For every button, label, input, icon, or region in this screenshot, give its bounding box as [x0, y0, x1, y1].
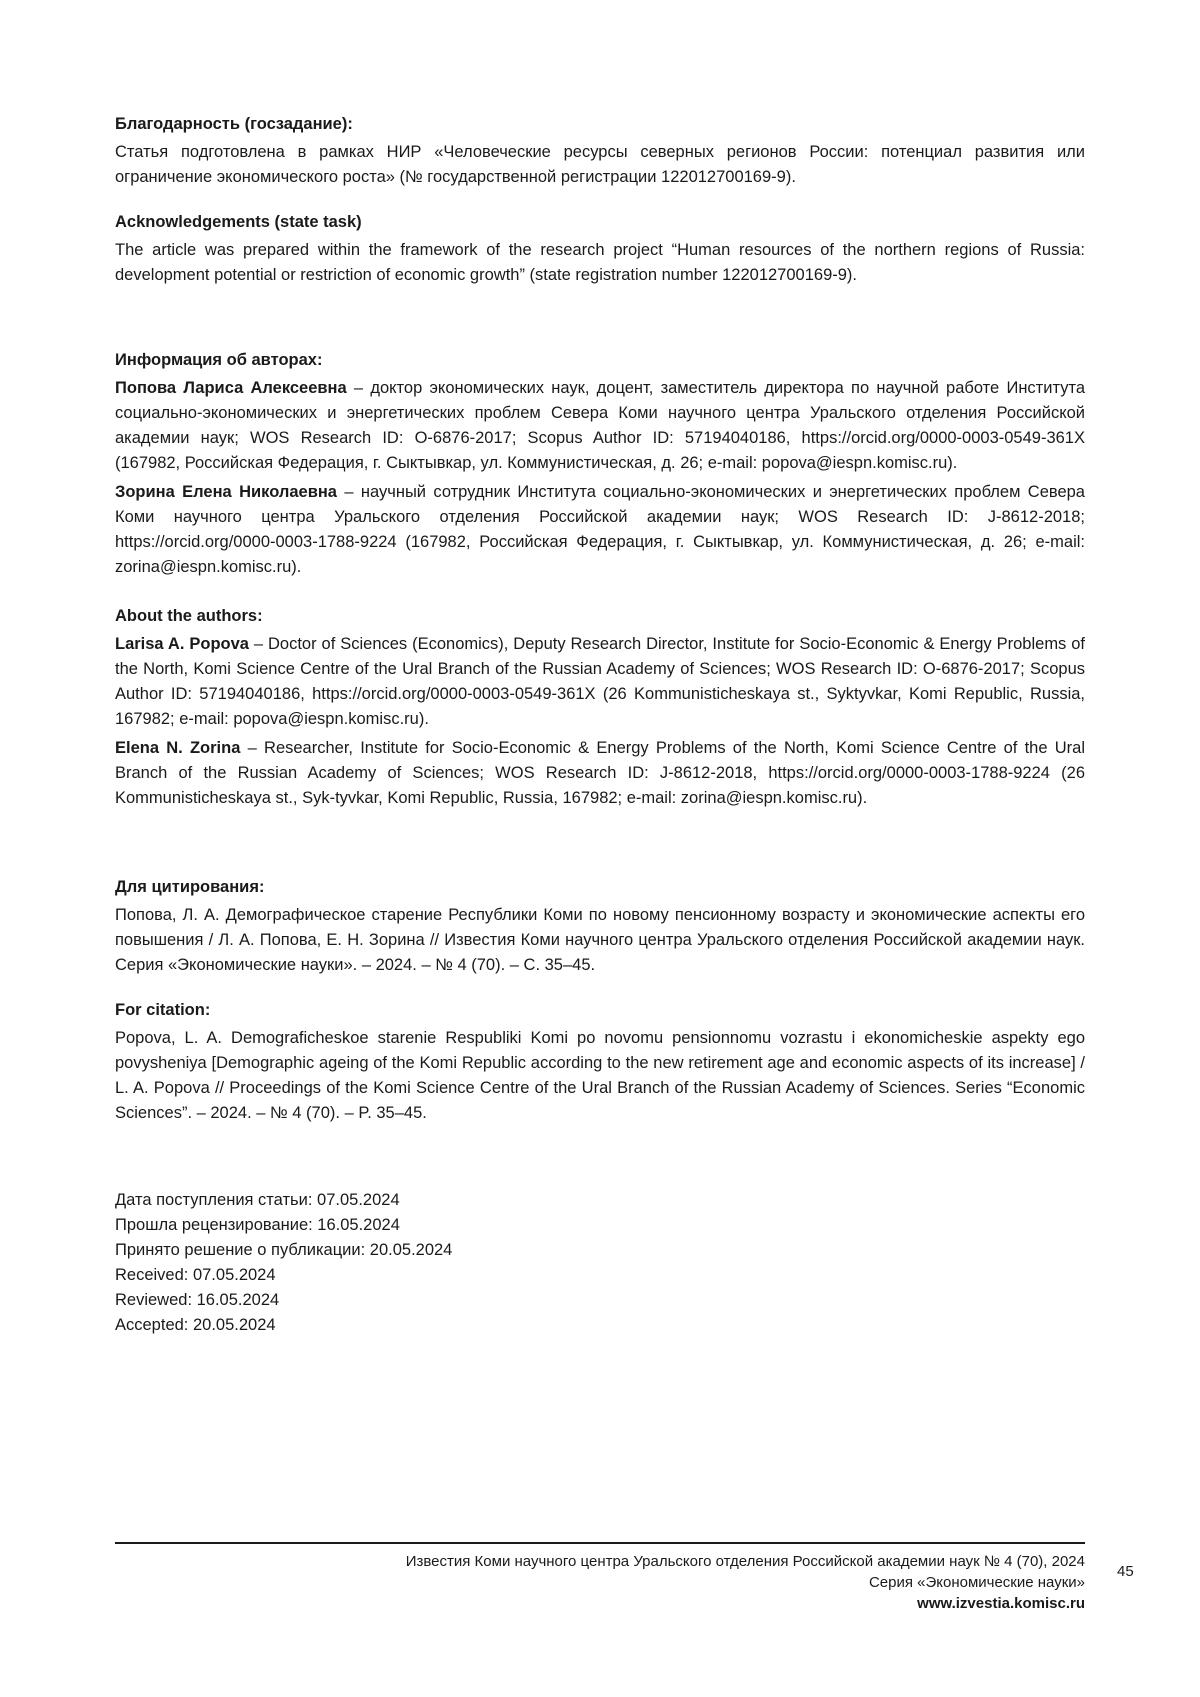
page-number: 45: [1117, 1563, 1134, 1580]
footer-website-link[interactable]: www.izvestia.komisc.ru: [917, 1595, 1085, 1612]
date-reviewed-ru: Прошла рецензирование: 16.05.2024: [115, 1216, 400, 1234]
acknowledgement-ru-heading: Благодарность (госзадание):: [115, 115, 353, 133]
date-accepted-en: Accepted: 20.05.2024: [115, 1316, 276, 1334]
date-received-en: Received: 07.05.2024: [115, 1266, 276, 1284]
author-name: Larisa A. Popova: [115, 635, 249, 653]
author-name: Попова Лариса Алексеевна: [115, 379, 347, 397]
article-dates: [115, 1188, 1085, 1338]
date-received-ru: Дата поступления статьи: 07.05.2024: [115, 1191, 400, 1209]
authors-ru-heading: Информация об авторах:: [115, 351, 323, 369]
citation-en-text: Popova, L. A. Demograficheskoe starenie Respubliki Komi po novomu pensionnomu vozrastu i ekonomicheskie aspekty ego povysheniya [Demographic ageing of the Komi Republic according to the new retirement age and economic aspects of its increase] / L. A. Popova // Proceedings of the Komi Science Centre of the Ural Branch of the Russian Academy of Sciences. Series “Economic Sciences”. – 2024. – № 4 (70). – P. 35–45.: [115, 1029, 1085, 1122]
date-accepted-ru: Принято решение о публикации: 20.05.2024: [115, 1241, 453, 1259]
citation-en: [115, 998, 1085, 1126]
acknowledgement-ru: [115, 112, 1085, 190]
date-reviewed-en: Reviewed: 16.05.2024: [115, 1291, 280, 1309]
acknowledgement-en-text: The article was prepared within the framework of the research project “Human resources of the northern regions of Russia: development potential or restriction of economic growth” (state registration number 122012700169-9).: [115, 241, 1085, 284]
author-name: Зорина Елена Николаевна: [115, 483, 337, 501]
citation-ru-heading: Для цитирования:: [115, 878, 265, 896]
citation-ru: [115, 875, 1085, 978]
author-entry: [115, 376, 1085, 476]
author-details: – доктор экономических наук, доцент, заместитель директора по научной работе Института социально-экономических и энергетических проблем Севера Коми научного центра Уральского отделения Российской академии наук; WOS Research ID: O-6876-2017; Scopus Author ID: 57194040186, https://orcid.org/0000-0003-0549-361X (167982, Российская Федерация, г. Сыктывкар, ул. Коммунистическая, д. 26; e-mail: popova@iespn.komisc.ru).: [115, 379, 1085, 472]
page-content: [115, 112, 1085, 1338]
author-details: – научный сотрудник Института социально-экономических и энергетических проблем Севера Коми научного центра Уральского отделения Российской академии наук; WOS Research ID: J-8612-2018; https://orcid.org/0000-0003-1788-9224 (167982, Российская Федерация, г. Сыктывкар, ул. Коммунистическая, д. 26; e-mail: zorina@iespn.komisc.ru).: [115, 483, 1085, 576]
footer-series: Серия «Экономические науки»: [868, 1574, 1085, 1591]
author-details: – Researcher, Institute for Socio-Economic & Energy Problems of the North, Komi Science Centre of the Ural Branch of the Russian Academy of Sciences; WOS Research ID: J-8612-2018, https://orcid.org/0000-0003-1788-9224 (26 Kommunisticheskaya st., Syk-tyvkar, Komi Republic, Russia, 167982; e-mail: zorina@iespn.komisc.ru).: [115, 739, 1086, 807]
authors-en: [115, 604, 1085, 811]
acknowledgement-en-heading: Acknowledgements (state task): [115, 213, 362, 231]
author-name: Elena N. Zorina: [115, 739, 241, 757]
acknowledgement-en: [115, 210, 1085, 288]
acknowledgement-ru-text: Статья подготовлена в рамках НИР «Человеческие ресурсы северных регионов России: потенциал развития или ограничение экономического роста» (№ государственной регистрации 122012700169-9).: [115, 143, 1085, 186]
author-entry: [115, 632, 1085, 732]
page-footer: [285, 1551, 1085, 1614]
authors-en-heading: About the authors:: [115, 607, 263, 625]
author-entry: [115, 480, 1085, 580]
authors-ru: [115, 348, 1085, 580]
footer-divider: [115, 1542, 1085, 1544]
citation-en-heading: For citation:: [115, 1001, 211, 1019]
citation-ru-text: Попова, Л. А. Демографическое старение Республики Коми по новому пенсионному возрасту и экономические аспекты его повышения / Л. А. Попова, Е. Н. Зорина // Известия Коми научного центра Уральского отделения Российской академии наук. Серия «Экономические науки». – 2024. – № 4 (70). – С. 35–45.: [115, 906, 1085, 974]
author-entry: [115, 736, 1085, 811]
author-details: – Doctor of Sciences (Economics), Deputy Research Director, Institute for Socio-Economic & Energy Problems of the North, Komi Science Centre of the Ural Branch of the Russian Academy of Sciences; WOS Research ID: O-6876-2017; Scopus Author ID: 57194040186, https://orcid.org/0000-0003-0549-361X (26 Kommunisticheskaya st., Syktyvkar, Komi Republic, Russia, 167982; e-mail: popova@iespn.komisc.ru).: [115, 635, 1085, 728]
footer-journal-title: Известия Коми научного центра Уральского отделения Российской академии наук № 4 (70), 2024: [405, 1553, 1085, 1570]
